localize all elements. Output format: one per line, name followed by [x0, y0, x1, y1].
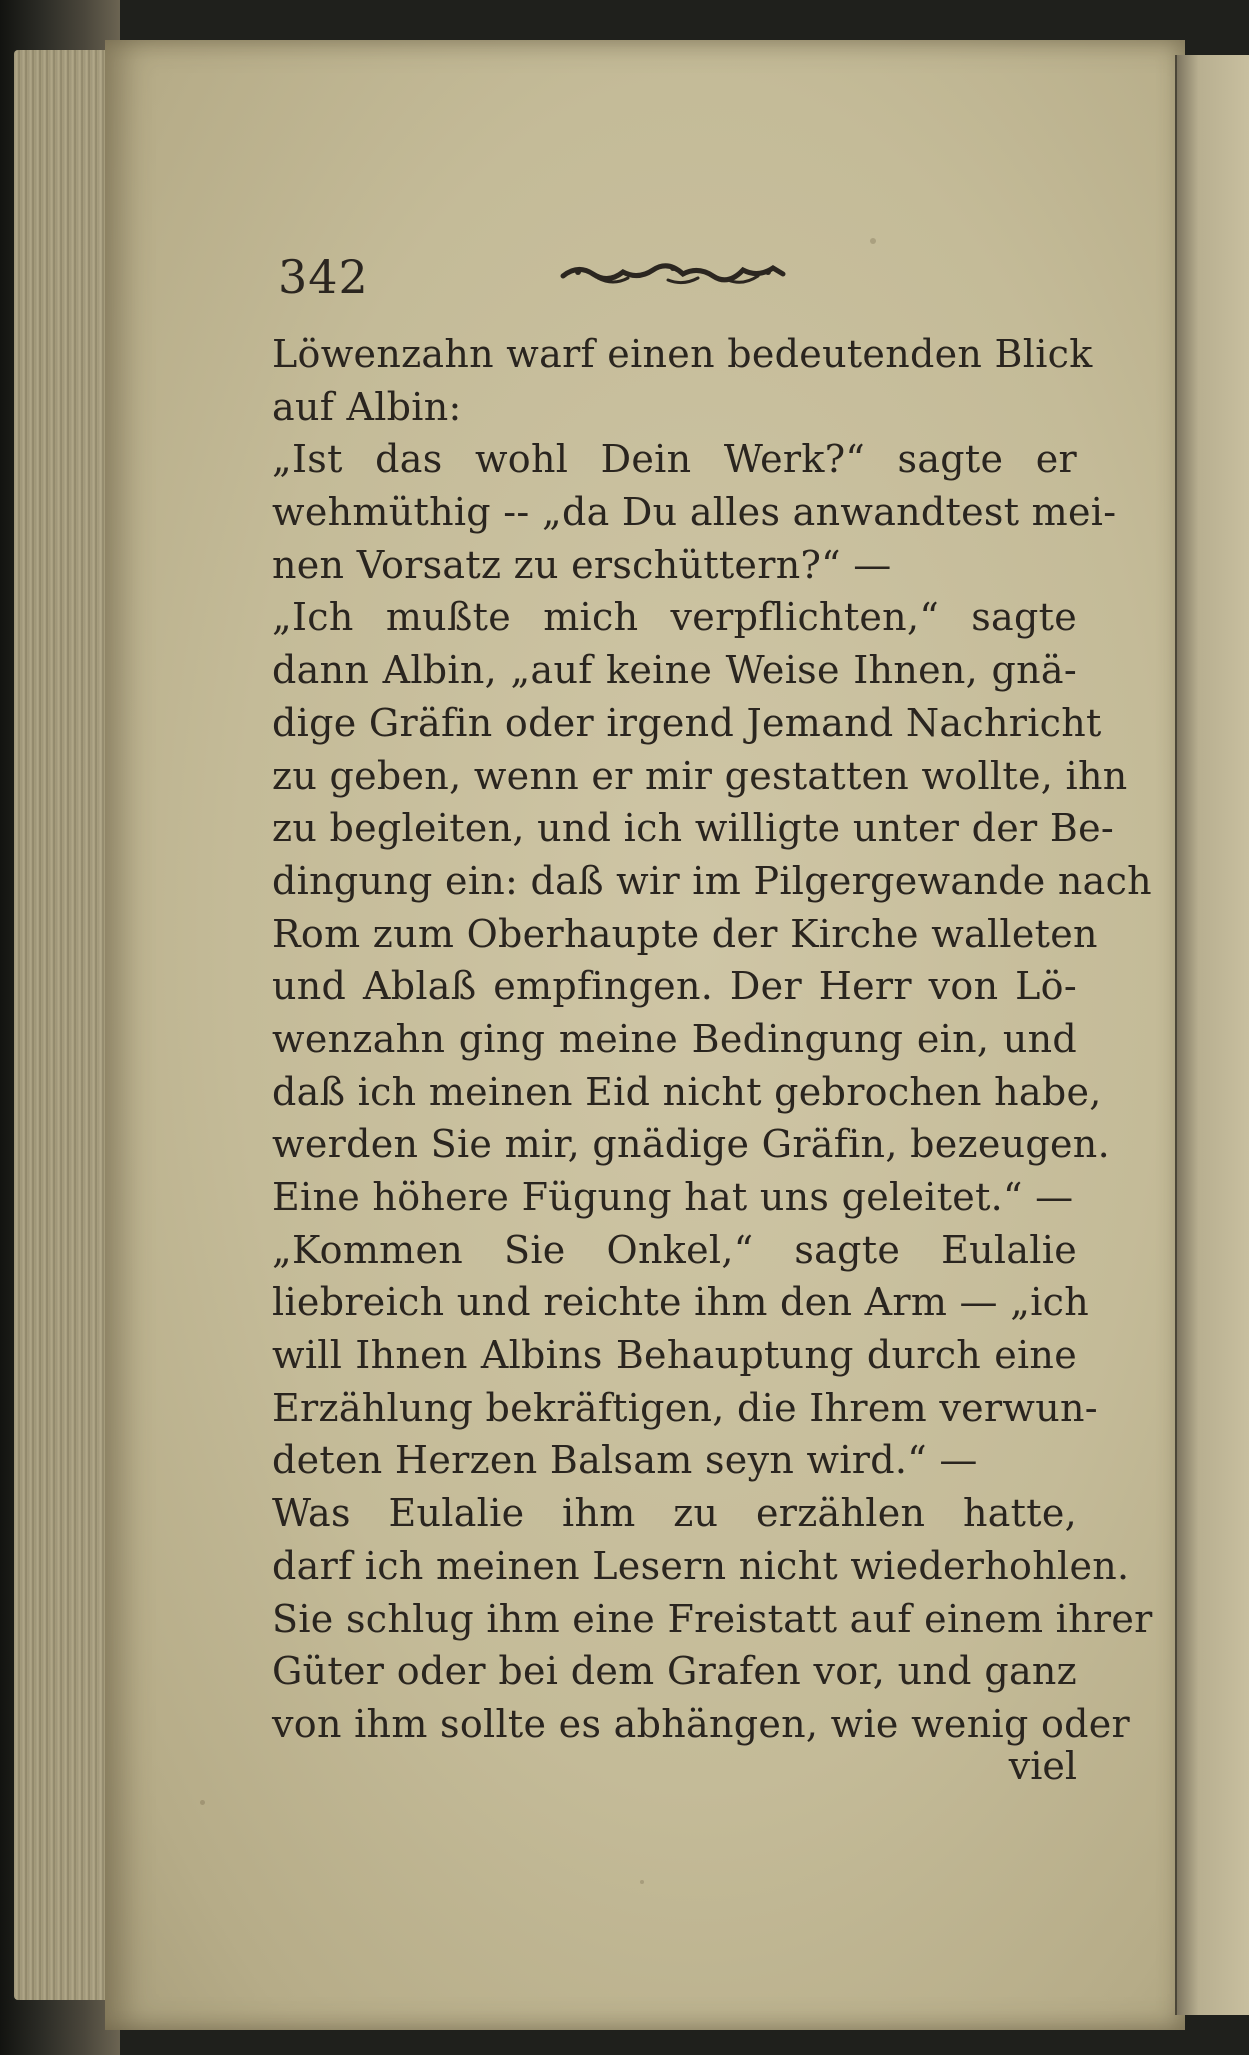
text-line: nen Vorsatz zu erschüttern?“ —: [272, 542, 892, 587]
text-line: „Kommen Sie Onkel,“ sagte Eulalie: [272, 1227, 1077, 1272]
text-line: von ihm sollte es abhängen, wie wenig oder: [272, 1701, 1131, 1746]
paper-spot: [200, 1800, 205, 1805]
text-line: daß ich meinen Eid nicht gebrochen habe,: [272, 1069, 1102, 1114]
text-line: Güter oder bei dem Grafen vor, und ganz: [272, 1649, 1077, 1694]
text-line: Erzählung bekräftigen, die Ihrem verwun-: [272, 1385, 1098, 1430]
text-line: „Ich mußte mich verpflichten,“ sagte: [272, 595, 1077, 640]
body-text: [272, 328, 1153, 1751]
paper-spot: [640, 1880, 644, 1884]
text-line: wehmüthig -- „da Du alles anwandtest mei-: [272, 490, 1117, 535]
text-line: dingung ein: daß wir im Pilgergewande nach: [272, 858, 1152, 903]
text-line: deten Herzen Balsam seyn wird.“ —: [272, 1438, 978, 1483]
text-line: will Ihnen Albins Behauptung durch eine: [272, 1333, 1077, 1378]
text-line: darf ich meinen Lesern nicht wiederhohlen.: [272, 1543, 1130, 1588]
text-line: „Ist das wohl Dein Werk?“ sagte er: [272, 437, 1077, 482]
text-line: Löwenzahn warf einen bedeutenden Blick: [272, 332, 1093, 376]
text-line: Rom zum Oberhaupte der Kirche walleten: [272, 911, 1098, 956]
decorative-rule-icon: [558, 258, 788, 288]
text-line: dann Albin, „auf keine Weise Ihnen, gnä-: [272, 648, 1077, 693]
page-number: 342: [278, 250, 369, 304]
text-line: Eine höhere Fügung hat uns geleitet.“ —: [272, 1175, 1074, 1219]
page-header: [168, 250, 1128, 310]
text-line: Was Eulalie ihm zu erzählen hatte,: [272, 1491, 1077, 1536]
text-line: liebreich und reichte ihm den Arm — „ich: [272, 1280, 1090, 1325]
text-line: Sie schlug ihm eine Freistatt auf einem ihrer: [272, 1596, 1153, 1641]
text-line: und Ablaß empfingen. Der Herr von Lö-: [272, 964, 1077, 1009]
text-line: wenzahn ging meine Bedingung ein, und: [272, 1016, 1077, 1061]
text-line: zu geben, wenn er mir gestatten wollte, ihn: [272, 753, 1128, 798]
catchword: viel: [1008, 1744, 1077, 1788]
text-line: werden Sie mir, gnädige Gräfin, bezeugen.: [272, 1122, 1110, 1167]
paper-spot: [870, 238, 876, 244]
text-line: zu begleiten, und ich willigte unter der Be-: [272, 806, 1115, 851]
text-line: auf Albin:: [272, 384, 462, 429]
facing-page-edge: [1175, 55, 1249, 2015]
text-line: dige Gräfin oder irgend Jemand Nachricht: [272, 700, 1102, 745]
